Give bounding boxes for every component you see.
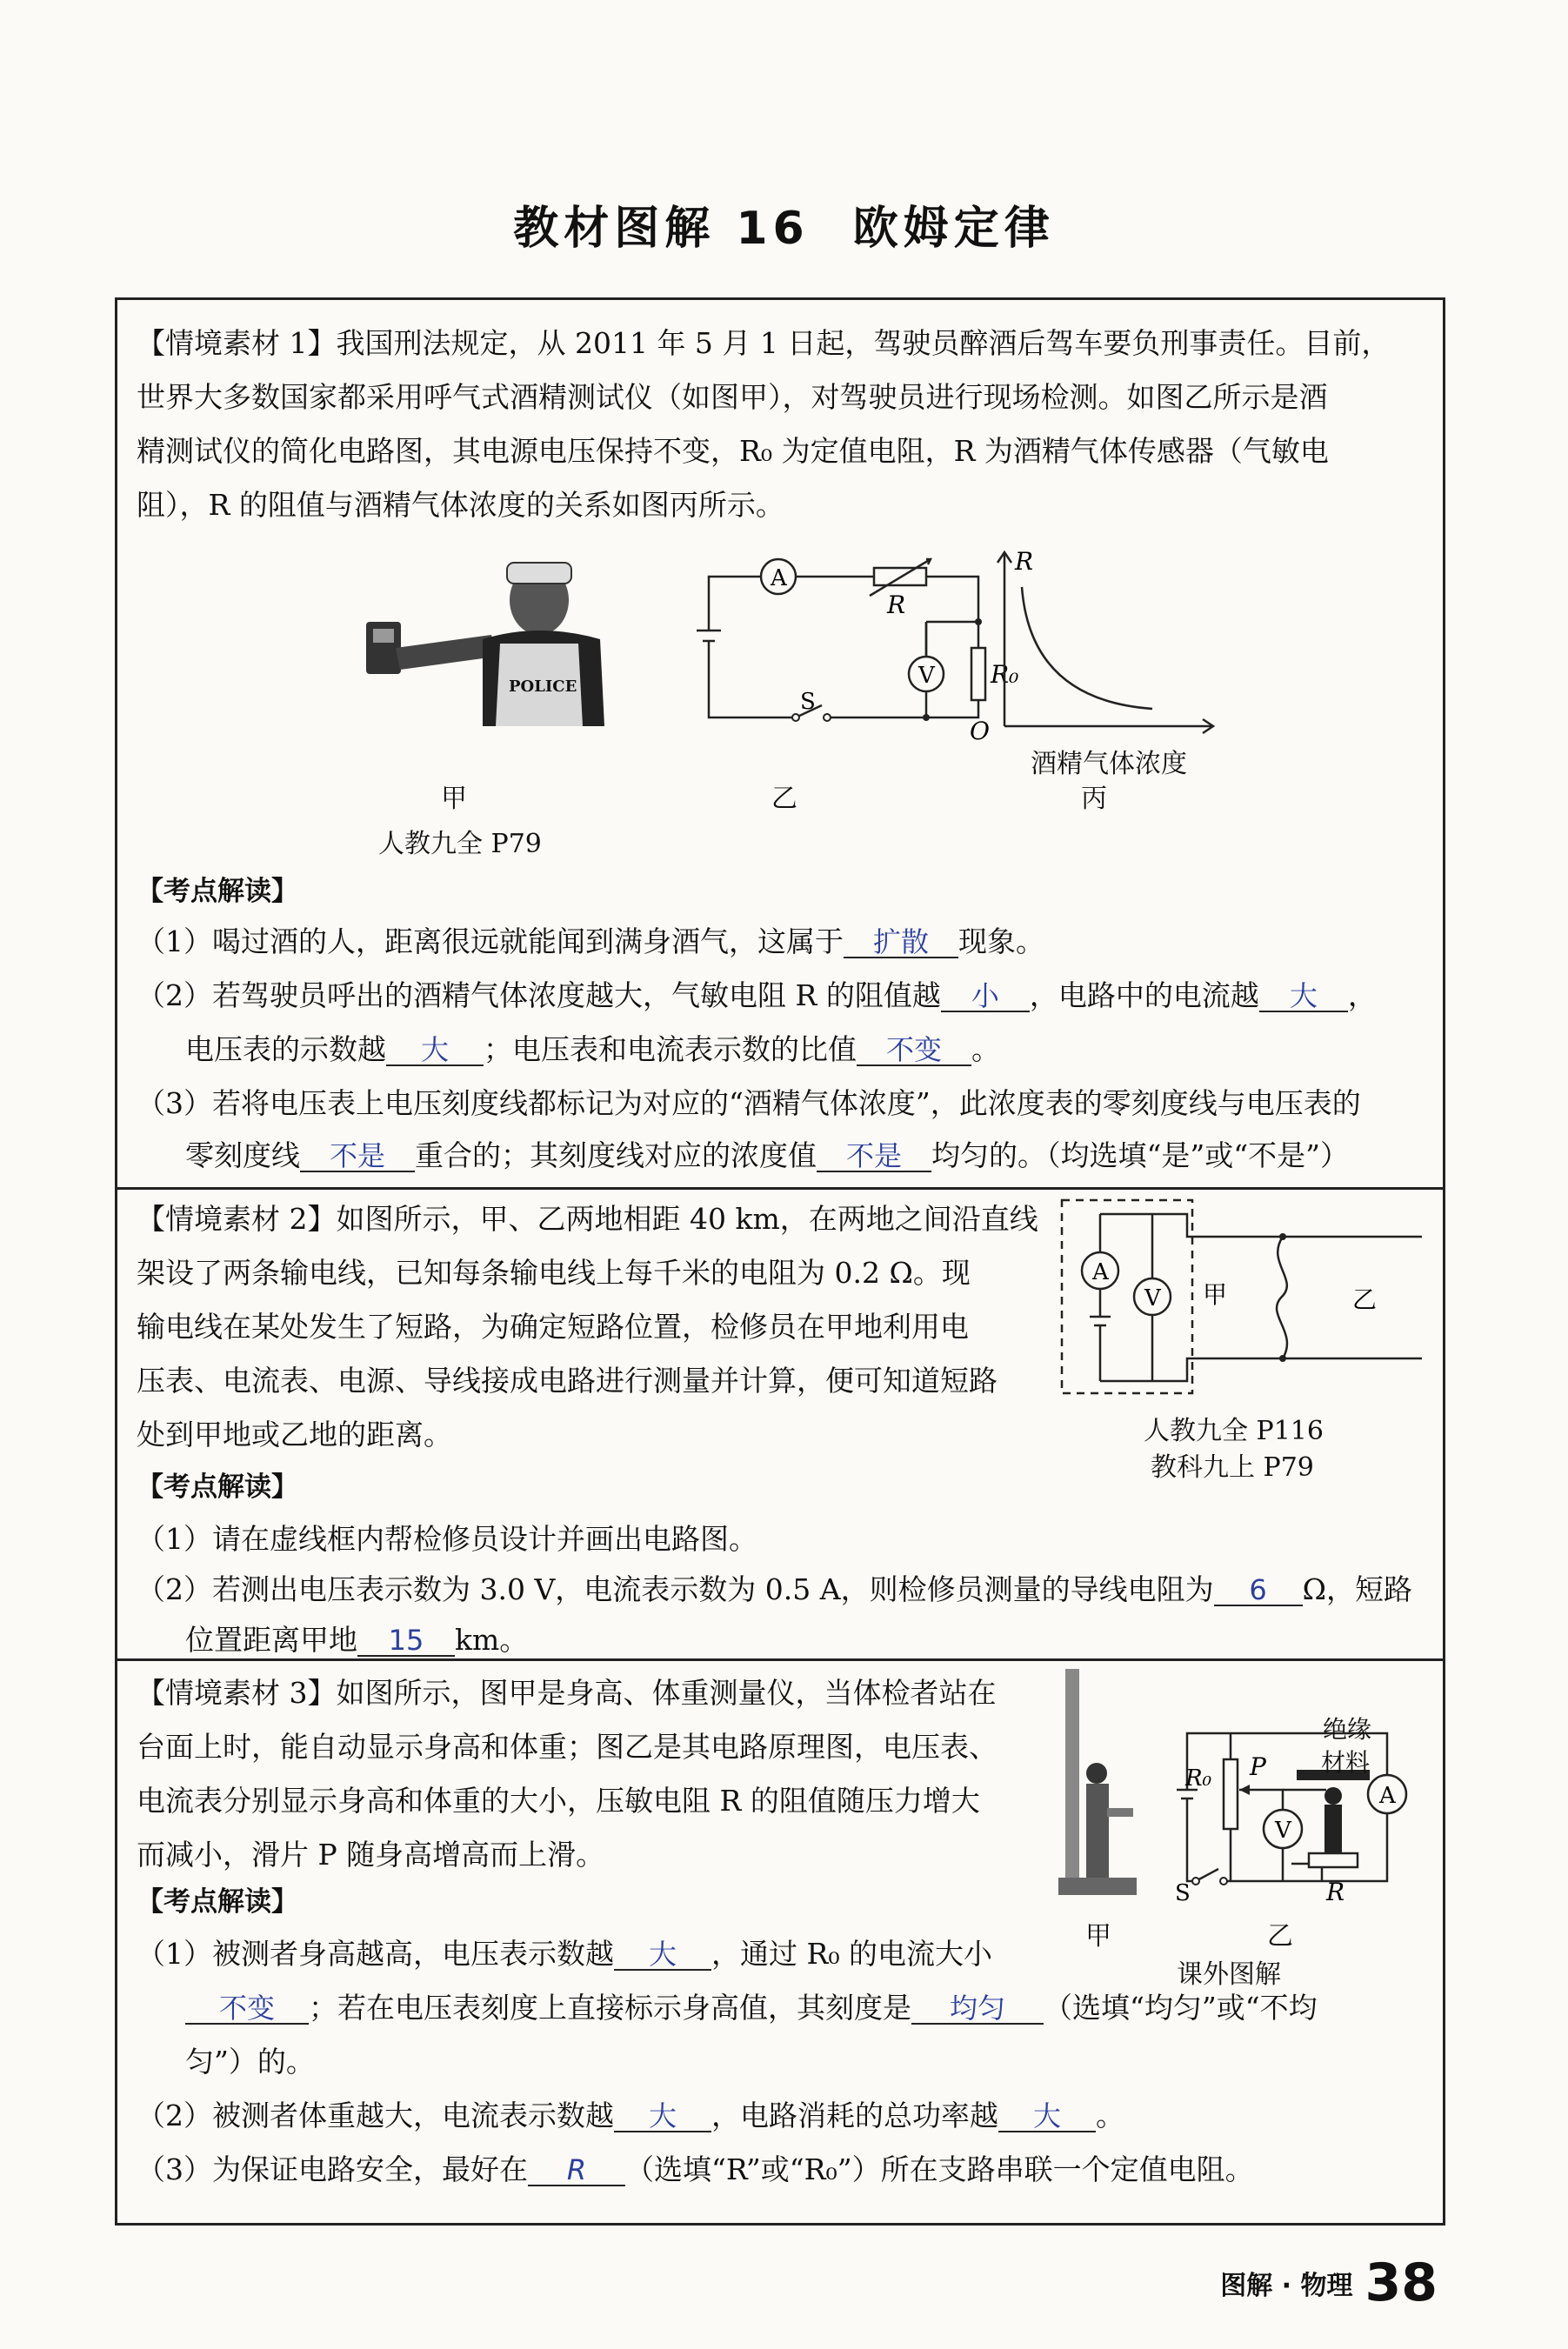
s3-question-2: （2）被测者体重越大，电流表示数越 大 ，电路消耗的总功率越 大 。 [137,2099,1124,2132]
s3-intro-line-2: 台面上时，能自动显示身高和体重；图乙是其电路原理图，电压表、 [137,1730,998,1764]
voltmeter-label: V [1275,1818,1291,1844]
jia-label: 甲 [1203,1280,1228,1309]
s2-intro-line-3: 输电线在某处发生了短路，为确定短路位置，检修员在甲地利用电 [137,1310,969,1344]
page-footer [1220,2252,1438,2313]
sensor-r-label: R [887,591,906,619]
police-vest-text: POLICE [509,677,577,696]
insulator-label-1: 绝缘 [1323,1715,1372,1744]
ammeter-label: A [771,565,787,591]
s2-question-1: （1）请在虚线框内帮检修员设计并画出电路图。 [137,1522,757,1556]
graph-x-axis-label: 酒精气体浓度 [1031,749,1187,779]
page-title: 教材图解 16 欧姆定律 [513,203,1055,255]
s1-question-1: （1）喝过酒的人，距离很远就能闻到满身酒气，这属于 扩散 现象。 [137,924,1044,958]
section-2 [115,1185,1445,1661]
answer-blank: 不是 [300,1141,415,1172]
answer-blank: 不变 [857,1035,971,1066]
answer-blank: 大 [386,1035,484,1066]
s1-intro-line-3: 精测试仪的简化电路图，其电源电压保持不变，R₀ 为定值电阻，R 为酒精气体传感器（气敏电 [137,434,1329,468]
s3-question-1-cont: 不变 ；若在电压表刻度上直接标示身高值，其刻度是 均匀 （选填“均匀”或“不均 [185,1991,1318,2025]
s2-intro-line-2: 架设了两条输电线，已知每条输电线上每千米的电阻为 0.2 Ω。现 [137,1256,971,1290]
answer-blank: R [528,2155,625,2186]
yi-label: 乙 [1352,1285,1378,1314]
page-number: 38 [1364,2252,1438,2313]
s1-question-2-cont: 电压表的示数越 大 ；电压表和电流表示数的比值 不变 。 [185,1032,1000,1066]
s3-question-3: （3）为保证电路安全，最好在 R （选填“R”或“R₀”）所在支路串联一个定值电阻。 [137,2152,1254,2186]
caption-jia: 甲 [441,784,467,814]
source-ref: 课外图解 [1177,1959,1281,1990]
voltmeter-label: V [918,663,935,689]
s1-intro-line-4: 阻），R 的阻值与酒精气体浓度的关系如图丙所示。 [137,488,784,522]
ammeter-label: A [1092,1259,1109,1285]
switch-label: S [800,689,816,715]
s1-question-3-cont: 零刻度线 不是 重合的；其刻度线对应的浓度值 不是 均匀的。（均选填“是”或“不是”） [185,1138,1349,1172]
insulator-label-2: 材料 [1321,1748,1371,1777]
footer-label: 图解 · 物理 [1220,2271,1353,2301]
r0-label: R₀ [991,660,1019,689]
answer-blank: 大 [614,2101,711,2132]
s1-question-2: （2）若驾驶员呼出的酒精气体浓度越大，气敏电阻 R 的阻值越 小 ，电路中的电流越 大 ， [137,978,1377,1012]
s1-question-3: （3）若将电压表上电压刻度线都标记为对应的“酒精气体浓度”，此浓度表的零刻度线与电压表的 [137,1086,1361,1120]
s3-question-1-end: 匀”）的。 [185,2045,315,2079]
s3-intro-line-1: 【情境素材 3】如图所示，图甲是身高、体重测量仪，当体检者站在 [137,1676,997,1710]
voltmeter-label: V [1144,1285,1161,1311]
height-weight-circuit [1152,1707,1439,1907]
source-ref-1: 人教九全 P116 [1144,1416,1324,1446]
answer-blank: 大 [998,2101,1096,2132]
answer-blank: 小 [941,981,1030,1012]
caption-bing: 丙 [1081,784,1107,814]
answer-blank: 扩散 [844,927,958,958]
height-scale-figure [1053,1669,1149,1904]
s3-question-1: （1）被测者身高越高，电压表示数越 大 ，通过 R₀ 的电流大小 [137,1937,993,1971]
r0-label: R₀ [1185,1765,1211,1792]
slider-p-label: P [1250,1752,1266,1781]
section-1 [115,297,1445,1190]
s2-question-2: （2）若测出电压表示数为 3.0 V，电流表示数为 0.5 A，则检修员测量的导线电阻为 6 Ω，短路 [137,1572,1412,1606]
s1-intro-line-1: 【情境素材 1】我国刑法规定，从 2011 年 5 月 1 日起，驾驶员醉酒后驾车要负刑事责任。目前， [137,326,1391,360]
kaodian-heading: 【考点解读】 [137,876,298,907]
r-concentration-graph [952,535,1352,744]
breathalyzer-circuit [622,544,1019,752]
pressure-r-label: R [1326,1878,1345,1906]
kaodian-heading: 【考点解读】 [137,1886,298,1918]
s3-intro-line-4: 而减小，滑片 P 随身高增高而上滑。 [137,1838,605,1872]
s2-intro-line-1: 【情境素材 2】如图所示，甲、乙两地相距 40 km，在两地之间沿直线 [137,1202,1038,1236]
caption-yi: 乙 [1267,1921,1293,1952]
switch-label: S [1175,1880,1191,1906]
s1-intro-line-2: 世界大多数国家都采用呼气式酒精测试仪（如图甲），对驾驶员进行现场检测。如图乙所示是酒 [137,380,1328,414]
answer-blank: 不变 [185,1993,309,2025]
kaodian-heading: 【考点解读】 [137,1471,298,1503]
caption-yi: 乙 [771,784,797,814]
s2-intro-line-4: 压表、电流表、电源、导线接成电路进行测量并计算，便可知道短路 [137,1364,998,1398]
graph-origin-label: O [970,717,990,745]
graph-y-axis-label: R [1015,547,1034,576]
answer-blank: 15 [357,1625,455,1657]
section-3 [115,1658,1445,2226]
s2-question-2-cont: 位置距离甲地 15 km。 [185,1623,529,1657]
short-circuit-diagram [1057,1193,1439,1402]
answer-blank: 均匀 [911,1993,1044,2025]
answer-blank: 6 [1214,1575,1303,1606]
s3-intro-line-3: 电流表分别显示身高和体重的大小，压敏电阻 R 的阻值随压力增大 [137,1784,980,1818]
caption-jia: 甲 [1085,1921,1111,1952]
answer-blank: 大 [614,1939,711,1971]
source-ref-2: 教科九上 P79 [1151,1452,1314,1483]
s2-intro-line-5: 处到甲地或乙地的距离。 [137,1418,452,1451]
answer-blank: 不是 [817,1141,931,1172]
source-ref: 人教九全 P79 [378,829,542,859]
ammeter-label: A [1379,1783,1396,1809]
answer-blank: 大 [1259,981,1348,1012]
